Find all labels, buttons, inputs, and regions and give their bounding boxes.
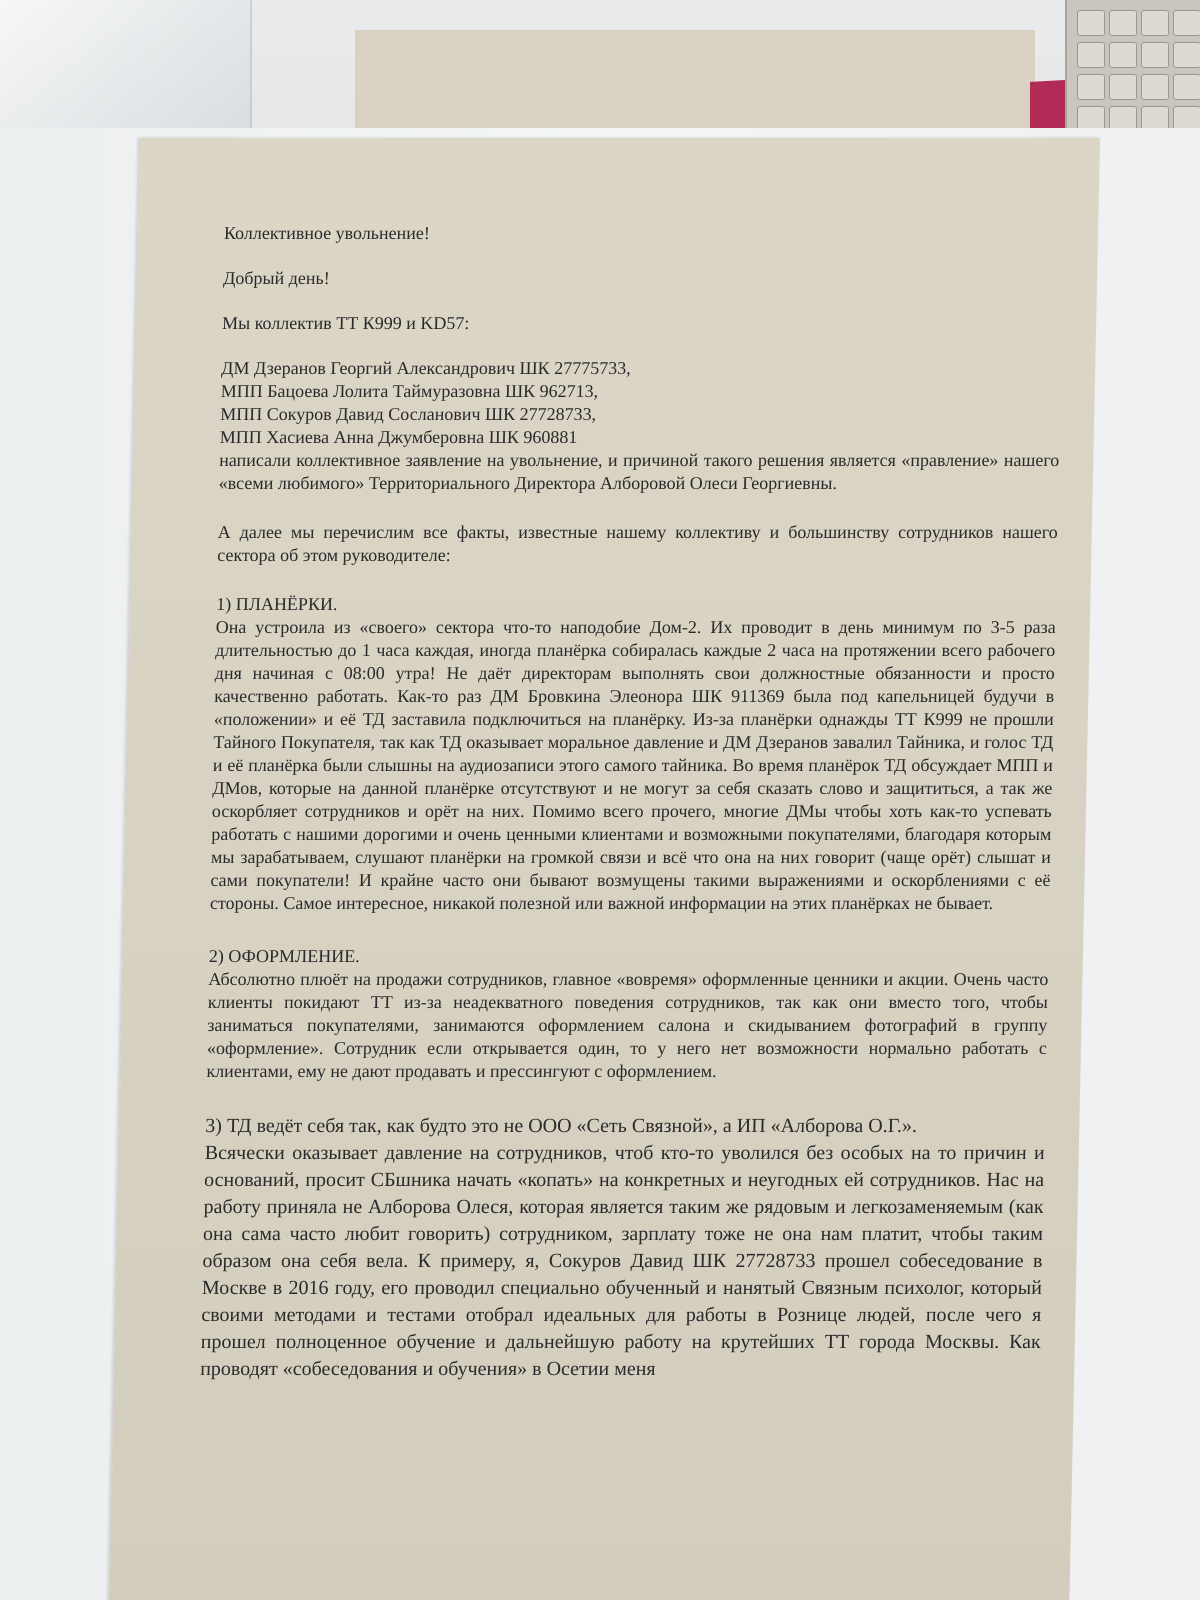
section-body: Абсолютно плюёт на продажи сотрудников, главное «вовремя» оформленные ценники и акции. Очень часто клиенты покидают ТТ из-за неадекватного поведения сотрудников, так как они вместо того, чтобы заниматься покупателями, занимаются оформлением салона и скидыванием фотографий в группу «оформление». Сотрудник если открывается один, то у него нет возможности нормально работать с клиентами, ему не дают продавать и прессингуют с оформлением.: [206, 969, 1049, 1081]
staff-list: [219, 357, 1061, 449]
keyboard-key: [1141, 42, 1169, 68]
keyboard-key: [1109, 42, 1137, 68]
keyboard-key: [1077, 10, 1105, 36]
keyboard-key: [1109, 10, 1137, 36]
staff-entry: МПП Бацоева Лолита Таймуразовна ШК 962713,: [220, 381, 599, 401]
section-body: Всячески оказывает давление на сотрудников, чтоб кто-то уволился без особых на то причин и оснований, просит СБшника начать «копать» на конкретных и неугодных ей сотрудников. Нас на работу приняла не Алборова Олеся, которая является таким же рядовым и легкозаменяемым (как она сама часто любит говорить) сотрудником, зарплату тоже не она нам платит, чтобы таким образом она себя вела. К примеру, я, Сокуров Давид ШК 27728733 прошел собеседование в Москве в 2016 году, его проводил специально обученный и нанятый Связным психолог, который своими методами и тестами отобрал идеальных для работы в Рознице людей, после чего я прошел полноценное обучение и дальнейшую работу на крутейших ТТ города Москвы. Как проводят «собеседования и обучения» в Осетии меня: [199, 1142, 1045, 1380]
staff-entry: МПП Хасиева Анна Джумберовна ШК 960881: [219, 427, 578, 447]
facts-intro: А далее мы перечислим все факты, известные нашему коллективу и большинству сотрудников нашего сектора об этом руководителе:: [217, 522, 1058, 565]
keyboard-key: [1173, 42, 1200, 68]
keyboard-key: [1077, 42, 1105, 68]
reason-paragraph: написали коллективное заявление на увольнение, и причиной такого решения является «правление» нашего «всеми любимого» Территориального Директора Алборовой Олеси Георгиевны.: [218, 450, 1060, 493]
staff-entry: МПП Сокуров Давид Сосланович ШК 27728733,: [220, 404, 597, 424]
intro-line: Мы коллектив ТТ К999 и KD57:: [221, 313, 470, 333]
keyboard-key: [1141, 10, 1169, 36]
keyboard-key: [1109, 74, 1137, 100]
keyboard-key: [1173, 74, 1200, 100]
glass-object: [0, 0, 252, 140]
section-body: Она устроила из «своего» сектора что-то наподобие Дом-2. Их проводит в день минимум по 3-5 раза длительностью до 1 часа каждая, иногда планёрка собиралась каждые 2 часа на протяжении всего рабочего дня начиная с 08:00 утра! Не даёт директорам выполнять свои должностные обязанности и просто качественно работать. Как-то раз ДМ Бровкина Элеонора ШК 911369 была под капельницей будучи в «положении» и её ТД заставила подключиться на планёрку. Из-за планёрки однажды ТТ К999 не прошли Тайного Покупателя, так как ТД оказывает моральное давление и ДМ Дзеранов завалил Тайника, и голос ТД и её планёрка были слышны на аудиозаписи этого самого тайника. Во время планёрок ТД обсуждает МПП и ДМов, которые на данной планёрке отсутствуют и не могут за себя сказать слово и защититься, а так же оскорбляет сотрудников и орёт на них. Помимо всего прочего, многие ДМы чтобы хоть как-то успевать работать с нашими дорогими и очень ценными клиентами и возможными покупателями, благодаря которым мы зарабатываем, слушают планёрки на громкой связи и всё что она на них говорит (чаще орёт) слышат и сами покупатели! И крайне часто они бывают возмущены такими выражениями и оскорблениями с её стороны. Самое интересное, никакой полезной или важной информации на этих планёрках не бывает.: [209, 617, 1056, 913]
staff-entry: ДМ Дзеранов Георгий Александрович ШК 27775733,: [220, 358, 631, 378]
section-planerki: [210, 593, 1057, 915]
keyboard-key: [1141, 74, 1169, 100]
section-td-behavior: [200, 1113, 1046, 1383]
section-oformlenie: [206, 945, 1049, 1083]
section-heading: 2) ОФОРМЛЕНИЕ.: [208, 946, 360, 966]
section-heading: 1) ПЛАНЁРКИ.: [216, 594, 338, 614]
greeting: Добрый день!: [222, 268, 330, 288]
keyboard-key: [1077, 74, 1105, 100]
section-heading: 3) ТД ведёт себя так, как будто это не ООО «Сеть Связной», а ИП «Алборова О.Г.».: [205, 1115, 918, 1137]
document-content: [199, 222, 1064, 1413]
document-page: [109, 138, 1100, 1600]
keyboard-key: [1173, 10, 1200, 36]
document-title: Коллективное увольнение!: [223, 223, 431, 243]
